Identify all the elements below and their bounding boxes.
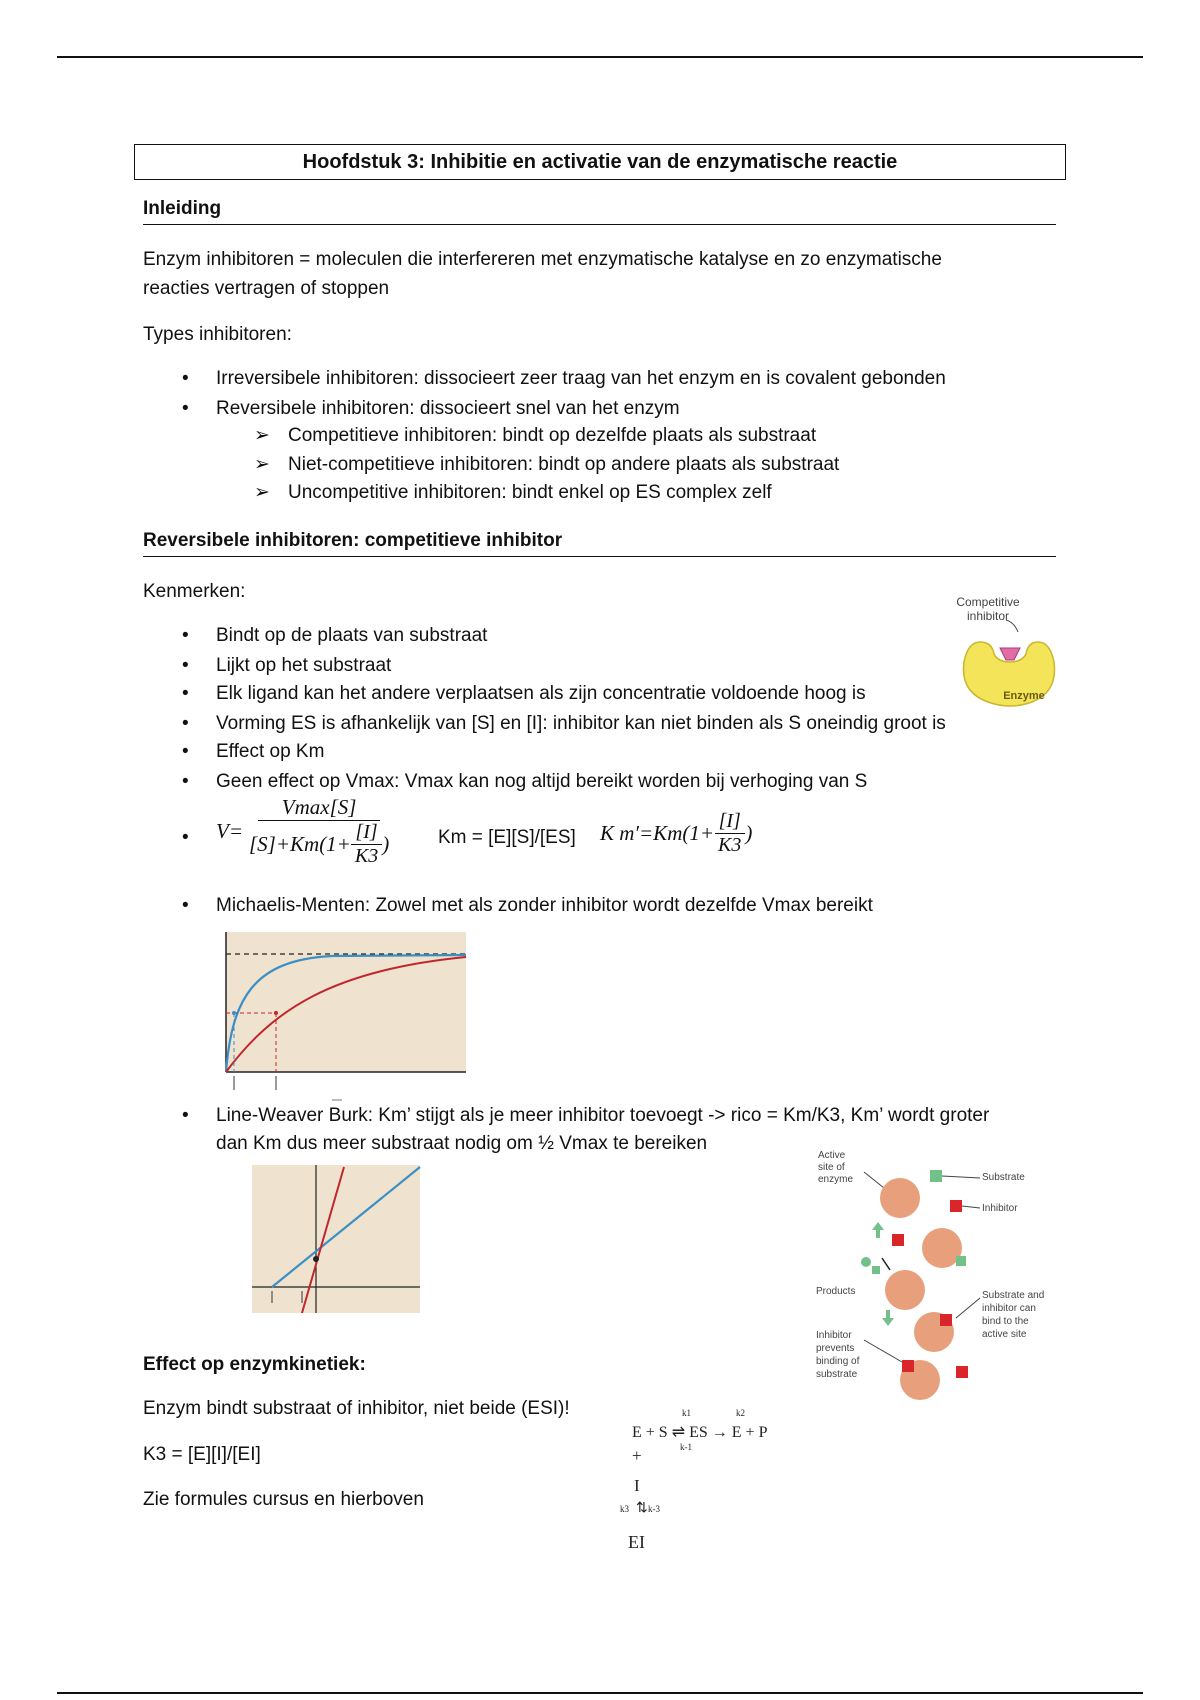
svg-text:Substrate: Substrate bbox=[982, 1172, 1025, 1183]
scheme-plus: + bbox=[632, 1446, 642, 1465]
substrate-shape bbox=[930, 1170, 942, 1182]
bottom-rule bbox=[57, 1692, 1143, 1694]
inhibitor-shape bbox=[956, 1366, 968, 1378]
inhibitor-shape bbox=[892, 1234, 904, 1246]
michaelis-menten-plot bbox=[212, 930, 472, 1105]
enzyme-circle bbox=[880, 1178, 920, 1218]
rate-constant: k3 bbox=[620, 1504, 629, 1514]
inhibitor-shape bbox=[950, 1200, 962, 1212]
binding-figure bbox=[812, 1148, 1062, 1413]
types-label: Types inhibitoren: bbox=[143, 324, 292, 345]
svg-text:binding of: binding of bbox=[816, 1356, 860, 1367]
inhibitor-shape bbox=[902, 1360, 914, 1372]
scheme-inhibitor: I bbox=[634, 1476, 640, 1495]
section-heading-competitive: Reversibele inhibitoren: competitieve inhibitor bbox=[143, 530, 1056, 557]
km-definition: Km = [E][S]/[ES] bbox=[438, 827, 576, 848]
top-rule bbox=[57, 56, 1143, 58]
kinetics-line-3: Zie formules cursus en hierboven bbox=[143, 1489, 424, 1510]
scheme-row: E + S ⇌ ES → E + P bbox=[632, 1424, 768, 1441]
enzyme-circle bbox=[885, 1270, 925, 1310]
rate-constant: k2 bbox=[736, 1408, 745, 1418]
intro-line-2: reacties vertragen of stoppen bbox=[143, 278, 390, 299]
scheme-ei: EI bbox=[628, 1532, 645, 1552]
kenmerken-label: Kenmerken: bbox=[143, 581, 246, 602]
rate-constant: k1 bbox=[682, 1408, 691, 1418]
lineweaver-burk-plot bbox=[232, 1163, 432, 1333]
svg-text:Products: Products bbox=[816, 1286, 856, 1297]
figure-label: inhibitor bbox=[966, 609, 1010, 623]
svg-text:substrate: substrate bbox=[816, 1369, 858, 1380]
figure-label: Competitive bbox=[956, 595, 1020, 609]
inhibitor-shape bbox=[940, 1314, 952, 1326]
inhibitor-shape bbox=[1000, 648, 1020, 660]
svg-text:active site: active site bbox=[982, 1329, 1027, 1340]
rate-constant: k-1 bbox=[680, 1442, 692, 1452]
kinetics-line-1: Enzym bindt substraat of inhibitor, niet beide (ESI)! bbox=[143, 1398, 570, 1419]
rate-constant: k-3 bbox=[648, 1504, 660, 1514]
reaction-scheme bbox=[620, 1408, 812, 1558]
svg-text:inhibitor can: inhibitor can bbox=[982, 1303, 1036, 1314]
svg-text:bind to the: bind to the bbox=[982, 1316, 1029, 1327]
section-heading-kinetics: Effect op enzymkinetiek: bbox=[143, 1354, 366, 1375]
svg-text:Inhibitor: Inhibitor bbox=[982, 1203, 1018, 1214]
kinetics-line-2: K3 = [E][I]/[EI] bbox=[143, 1444, 261, 1465]
enzyme-label: Enzyme bbox=[1003, 690, 1045, 702]
svg-text:Substrate and: Substrate and bbox=[982, 1290, 1045, 1301]
svg-text:enzyme: enzyme bbox=[818, 1174, 854, 1185]
lwb-line-2: dan Km dus meer substraat nodig om ½ Vmax te bereiken bbox=[216, 1133, 708, 1154]
svg-text:site of: site of bbox=[818, 1162, 845, 1173]
intro-line-1: Enzym inhibitoren = moleculen die interfereren met enzymatische katalyse en zo enzymatische bbox=[143, 249, 942, 270]
velocity-formula: V= Vmax[S] [S]+Km(1+ $\frac{[I]}{K3}$ ) bbox=[216, 795, 390, 867]
chapter-title: Hoofdstuk 3: Inhibitie en activatie van de enzymatische reactie bbox=[134, 144, 1066, 180]
equilibrium-arrow: ⇅ bbox=[636, 1501, 648, 1516]
km-prime-formula: K m′=Km(1+ $\frac{[I]}{K3}$ ) bbox=[600, 810, 753, 856]
svg-text:prevents: prevents bbox=[816, 1343, 855, 1354]
section-heading-intro: Inleiding bbox=[143, 198, 1056, 225]
svg-text:Active: Active bbox=[818, 1150, 846, 1161]
svg-text:Inhibitor: Inhibitor bbox=[816, 1330, 852, 1341]
competitive-inhibitor-figure bbox=[948, 592, 1073, 722]
